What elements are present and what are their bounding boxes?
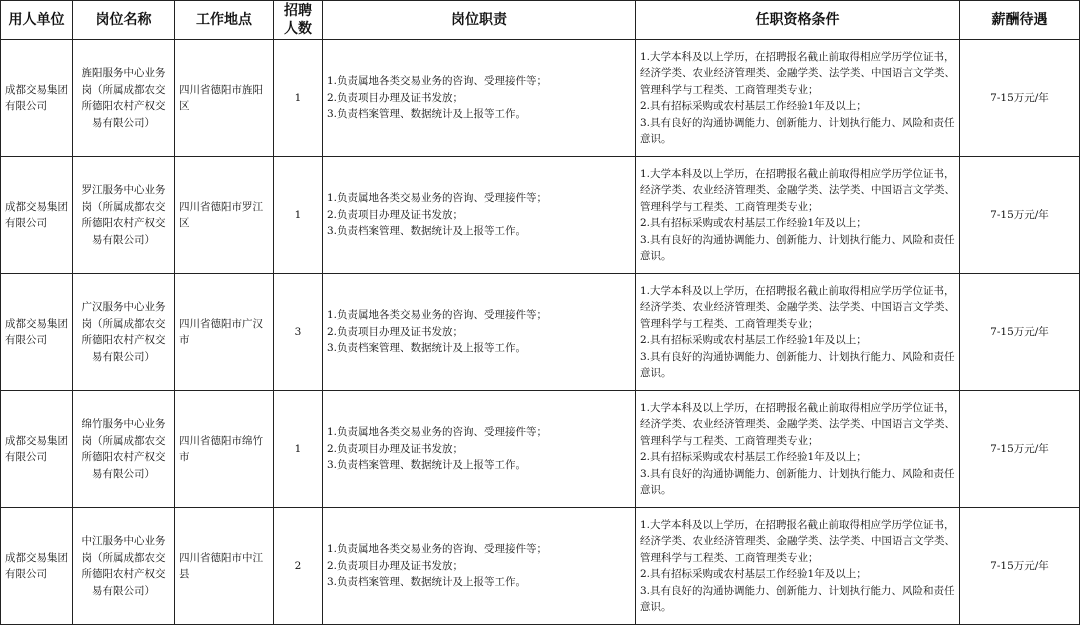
header-salary: 薪酬待遇 — [960, 1, 1080, 40]
cell-qualifications — [636, 157, 960, 274]
qualification-line: 2.具有招标采购或农村基层工作经验1年及以上； — [640, 568, 867, 580]
duty-line: 1.负责属地各类交易业务的咨询、受理接件等； — [327, 309, 548, 322]
qualification-line: 3.具有良好的沟通协调能力、创新能力、计划执行能力、风险和责任意识。 — [640, 350, 955, 379]
duty-line: 2.负责项目办理及证书发放； — [327, 91, 464, 104]
qualification-line: 2.具有招标采购或农村基层工作经验1年及以上； — [640, 217, 867, 229]
cell-duties — [323, 157, 636, 274]
cell-unit: 成都交易集团有限公司 — [1, 274, 73, 391]
cell-salary: 7-15万元/年 — [960, 508, 1080, 625]
cell-count: 3 — [274, 274, 323, 391]
cell-position: 广汉服务中心业务岗（所属成都农交所德阳农村产权交易有限公司） — [73, 274, 175, 391]
cell-position: 罗江服务中心业务岗（所属成都农交所德阳农村产权交易有限公司） — [73, 157, 175, 274]
cell-count: 2 — [274, 508, 323, 625]
header-location: 工作地点 — [175, 1, 274, 40]
cell-duties — [323, 508, 636, 625]
table-row — [1, 391, 1080, 508]
table-row — [1, 508, 1080, 625]
table-row — [1, 274, 1080, 391]
cell-position: 旌阳服务中心业务岗（所属成都农交所德阳农村产权交易有限公司） — [73, 40, 175, 157]
duty-line: 3.负责档案管理、数据统计及上报等工作。 — [327, 225, 527, 238]
duty-line: 3.负责档案管理、数据统计及上报等工作。 — [327, 459, 527, 472]
cell-qualifications — [636, 508, 960, 625]
cell-qualifications — [636, 391, 960, 508]
qualification-line: 3.具有良好的沟通协调能力、创新能力、计划执行能力、风险和责任意识。 — [640, 116, 955, 145]
cell-duties — [323, 40, 636, 157]
duty-line: 1.负责属地各类交易业务的咨询、受理接件等； — [327, 543, 548, 556]
duty-line: 2.负责项目办理及证书发放； — [327, 559, 464, 572]
cell-count: 1 — [274, 157, 323, 274]
qualification-line: 1.大学本科及以上学历，在招聘报名截止前取得相应学历学位证书，经济学类、农业经济管理类、金融学类、法学类、中国语言文学类、管理科学与工程类、工商管理类专业； — [640, 284, 955, 330]
cell-salary: 7-15万元/年 — [960, 157, 1080, 274]
cell-qualifications — [636, 274, 960, 391]
duty-line: 2.负责项目办理及证书发放； — [327, 208, 464, 221]
qualification-line: 3.具有良好的沟通协调能力、创新能力、计划执行能力、风险和责任意识。 — [640, 233, 955, 262]
duty-line: 3.负责档案管理、数据统计及上报等工作。 — [327, 108, 527, 121]
cell-unit: 成都交易集团有限公司 — [1, 391, 73, 508]
cell-salary: 7-15万元/年 — [960, 40, 1080, 157]
table-row — [1, 157, 1080, 274]
qualification-line: 2.具有招标采购或农村基层工作经验1年及以上； — [640, 100, 867, 112]
qualification-line: 1.大学本科及以上学历，在招聘报名截止前取得相应学历学位证书，经济学类、农业经济管理类、金融学类、法学类、中国语言文学类、管理科学与工程类、工商管理类专业； — [640, 167, 955, 213]
table-row — [1, 40, 1080, 157]
cell-unit: 成都交易集团有限公司 — [1, 40, 73, 157]
cell-location: 四川省德阳市旌阳区 — [175, 40, 274, 157]
cell-unit: 成都交易集团有限公司 — [1, 508, 73, 625]
header-qualifications: 任职资格条件 — [636, 1, 960, 40]
cell-salary: 7-15万元/年 — [960, 391, 1080, 508]
header-count: 招聘人数 — [274, 1, 323, 40]
cell-duties — [323, 274, 636, 391]
duty-line: 3.负责档案管理、数据统计及上报等工作。 — [327, 342, 527, 355]
duty-line: 1.负责属地各类交易业务的咨询、受理接件等； — [327, 75, 548, 88]
cell-unit: 成都交易集团有限公司 — [1, 157, 73, 274]
qualification-line: 1.大学本科及以上学历，在招聘报名截止前取得相应学历学位证书，经济学类、农业经济管理类、金融学类、法学类、中国语言文学类、管理科学与工程类、工商管理类专业； — [640, 518, 955, 564]
cell-count: 1 — [274, 391, 323, 508]
qualification-line: 1.大学本科及以上学历，在招聘报名截止前取得相应学历学位证书，经济学类、农业经济管理类、金融学类、法学类、中国语言文学类、管理科学与工程类、工商管理类专业； — [640, 401, 955, 447]
cell-location: 四川省德阳市绵竹市 — [175, 391, 274, 508]
header-position: 岗位名称 — [73, 1, 175, 40]
duty-line: 3.负责档案管理、数据统计及上报等工作。 — [327, 576, 527, 589]
cell-position: 中江服务中心业务岗（所属成都农交所德阳农村产权交易有限公司） — [73, 508, 175, 625]
duty-line: 1.负责属地各类交易业务的咨询、受理接件等； — [327, 426, 548, 439]
qualification-line: 1.大学本科及以上学历，在招聘报名截止前取得相应学历学位证书，经济学类、农业经济管理类、金融学类、法学类、中国语言文学类、管理科学与工程类、工商管理类专业； — [640, 50, 955, 96]
duty-line: 1.负责属地各类交易业务的咨询、受理接件等； — [327, 192, 548, 205]
cell-location: 四川省德阳市中江县 — [175, 508, 274, 625]
cell-position: 绵竹服务中心业务岗（所属成都农交所德阳农村产权交易有限公司） — [73, 391, 175, 508]
cell-count: 1 — [274, 40, 323, 157]
header-row — [1, 1, 1080, 40]
header-unit: 用人单位 — [1, 1, 73, 40]
cell-salary: 7-15万元/年 — [960, 274, 1080, 391]
qualification-line: 3.具有良好的沟通协调能力、创新能力、计划执行能力、风险和责任意识。 — [640, 467, 955, 496]
duty-line: 2.负责项目办理及证书发放； — [327, 325, 464, 338]
qualification-line: 3.具有良好的沟通协调能力、创新能力、计划执行能力、风险和责任意识。 — [640, 584, 955, 613]
cell-qualifications — [636, 40, 960, 157]
cell-location: 四川省德阳市广汉市 — [175, 274, 274, 391]
qualification-line: 2.具有招标采购或农村基层工作经验1年及以上； — [640, 334, 867, 346]
duty-line: 2.负责项目办理及证书发放； — [327, 442, 464, 455]
header-duties: 岗位职责 — [323, 1, 636, 40]
cell-location: 四川省德阳市罗江区 — [175, 157, 274, 274]
qualification-line: 2.具有招标采购或农村基层工作经验1年及以上； — [640, 451, 867, 463]
cell-duties — [323, 391, 636, 508]
